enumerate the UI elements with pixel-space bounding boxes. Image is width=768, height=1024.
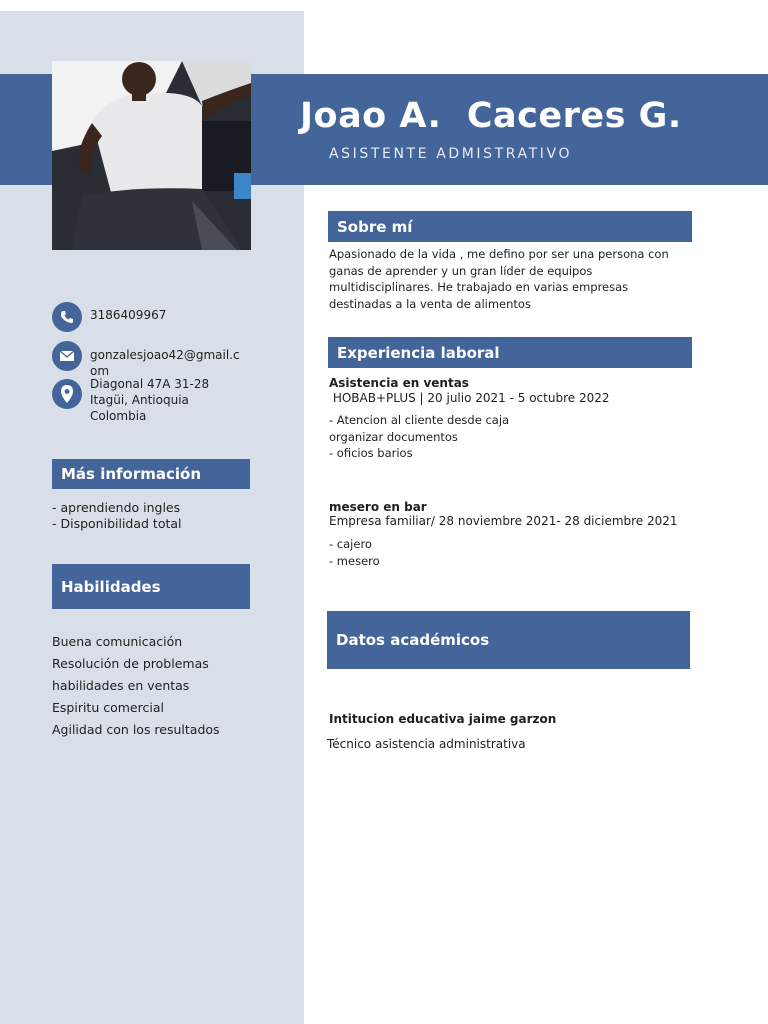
- task-item: - cajero: [329, 537, 372, 551]
- skill-item: Agilidad con los resultados: [52, 722, 220, 737]
- task-item: organizar documentos: [329, 429, 458, 444]
- phone-number: 3186409967: [90, 308, 167, 322]
- task-item: - oficios barios: [329, 446, 413, 460]
- skill-item: Buena comunicación: [52, 634, 183, 649]
- skill-item: habilidades en ventas: [52, 678, 190, 693]
- job-title: ASISTENTE ADMISTRATIVO: [329, 146, 573, 162]
- list-item: - aprendiendo ingles: [52, 500, 181, 515]
- more-info-heading: Más información: [52, 459, 250, 489]
- phone-icon: [52, 302, 82, 332]
- address-line: Colombia: [90, 409, 147, 423]
- education-heading: Datos académicos: [327, 611, 690, 669]
- more-info-list: [52, 500, 182, 532]
- job-1-title: Asistencia en ventas: [329, 376, 469, 390]
- candidate-name: Joao A. Caceres G.: [300, 96, 682, 136]
- experience-heading: Experiencia laboral: [328, 337, 692, 368]
- task-item: - Atencion al cliente desde caja: [329, 413, 510, 427]
- job-2-meta: Empresa familiar/ 28 noviembre 2021- 28 diciembre 2021: [329, 514, 678, 528]
- address: [90, 376, 209, 424]
- job-2-title: mesero en bar: [329, 500, 427, 514]
- education-institution: Intitucion educativa jaime garzon: [329, 712, 557, 726]
- address-line: Itagüi, Antioquia: [90, 393, 189, 407]
- skill-item: Resolución de problemas: [52, 656, 209, 671]
- email-address: gonzalesjoao42@gmail.com: [90, 348, 240, 378]
- task-item: - mesero: [329, 553, 380, 568]
- about-heading: Sobre mí: [328, 211, 692, 242]
- profile-photo: [52, 61, 251, 250]
- list-item: - Disponibilidad total: [52, 516, 182, 531]
- job-1-meta: HOBAB+PLUS | 20 julio 2021 - 5 octubre 2022: [329, 391, 610, 405]
- skills-list: [52, 631, 220, 741]
- email-icon: [52, 341, 82, 371]
- job-2-tasks: [329, 536, 380, 569]
- address-line: Diagonal 47A 31-28: [90, 377, 210, 391]
- job-1-tasks: [329, 412, 509, 462]
- skills-heading: Habilidades: [52, 564, 250, 609]
- education-degree: Técnico asistencia administrativa: [327, 737, 526, 751]
- about-text: Apasionado de la vida , me defino por ser una persona con ganas de aprender y un gran líder de equipos multidisciplinares. He trabajado en varias empresas destinadas a la venta de alimentos: [329, 247, 669, 311]
- skill-item: Espiritu comercial: [52, 700, 164, 715]
- location-icon: [52, 379, 82, 409]
